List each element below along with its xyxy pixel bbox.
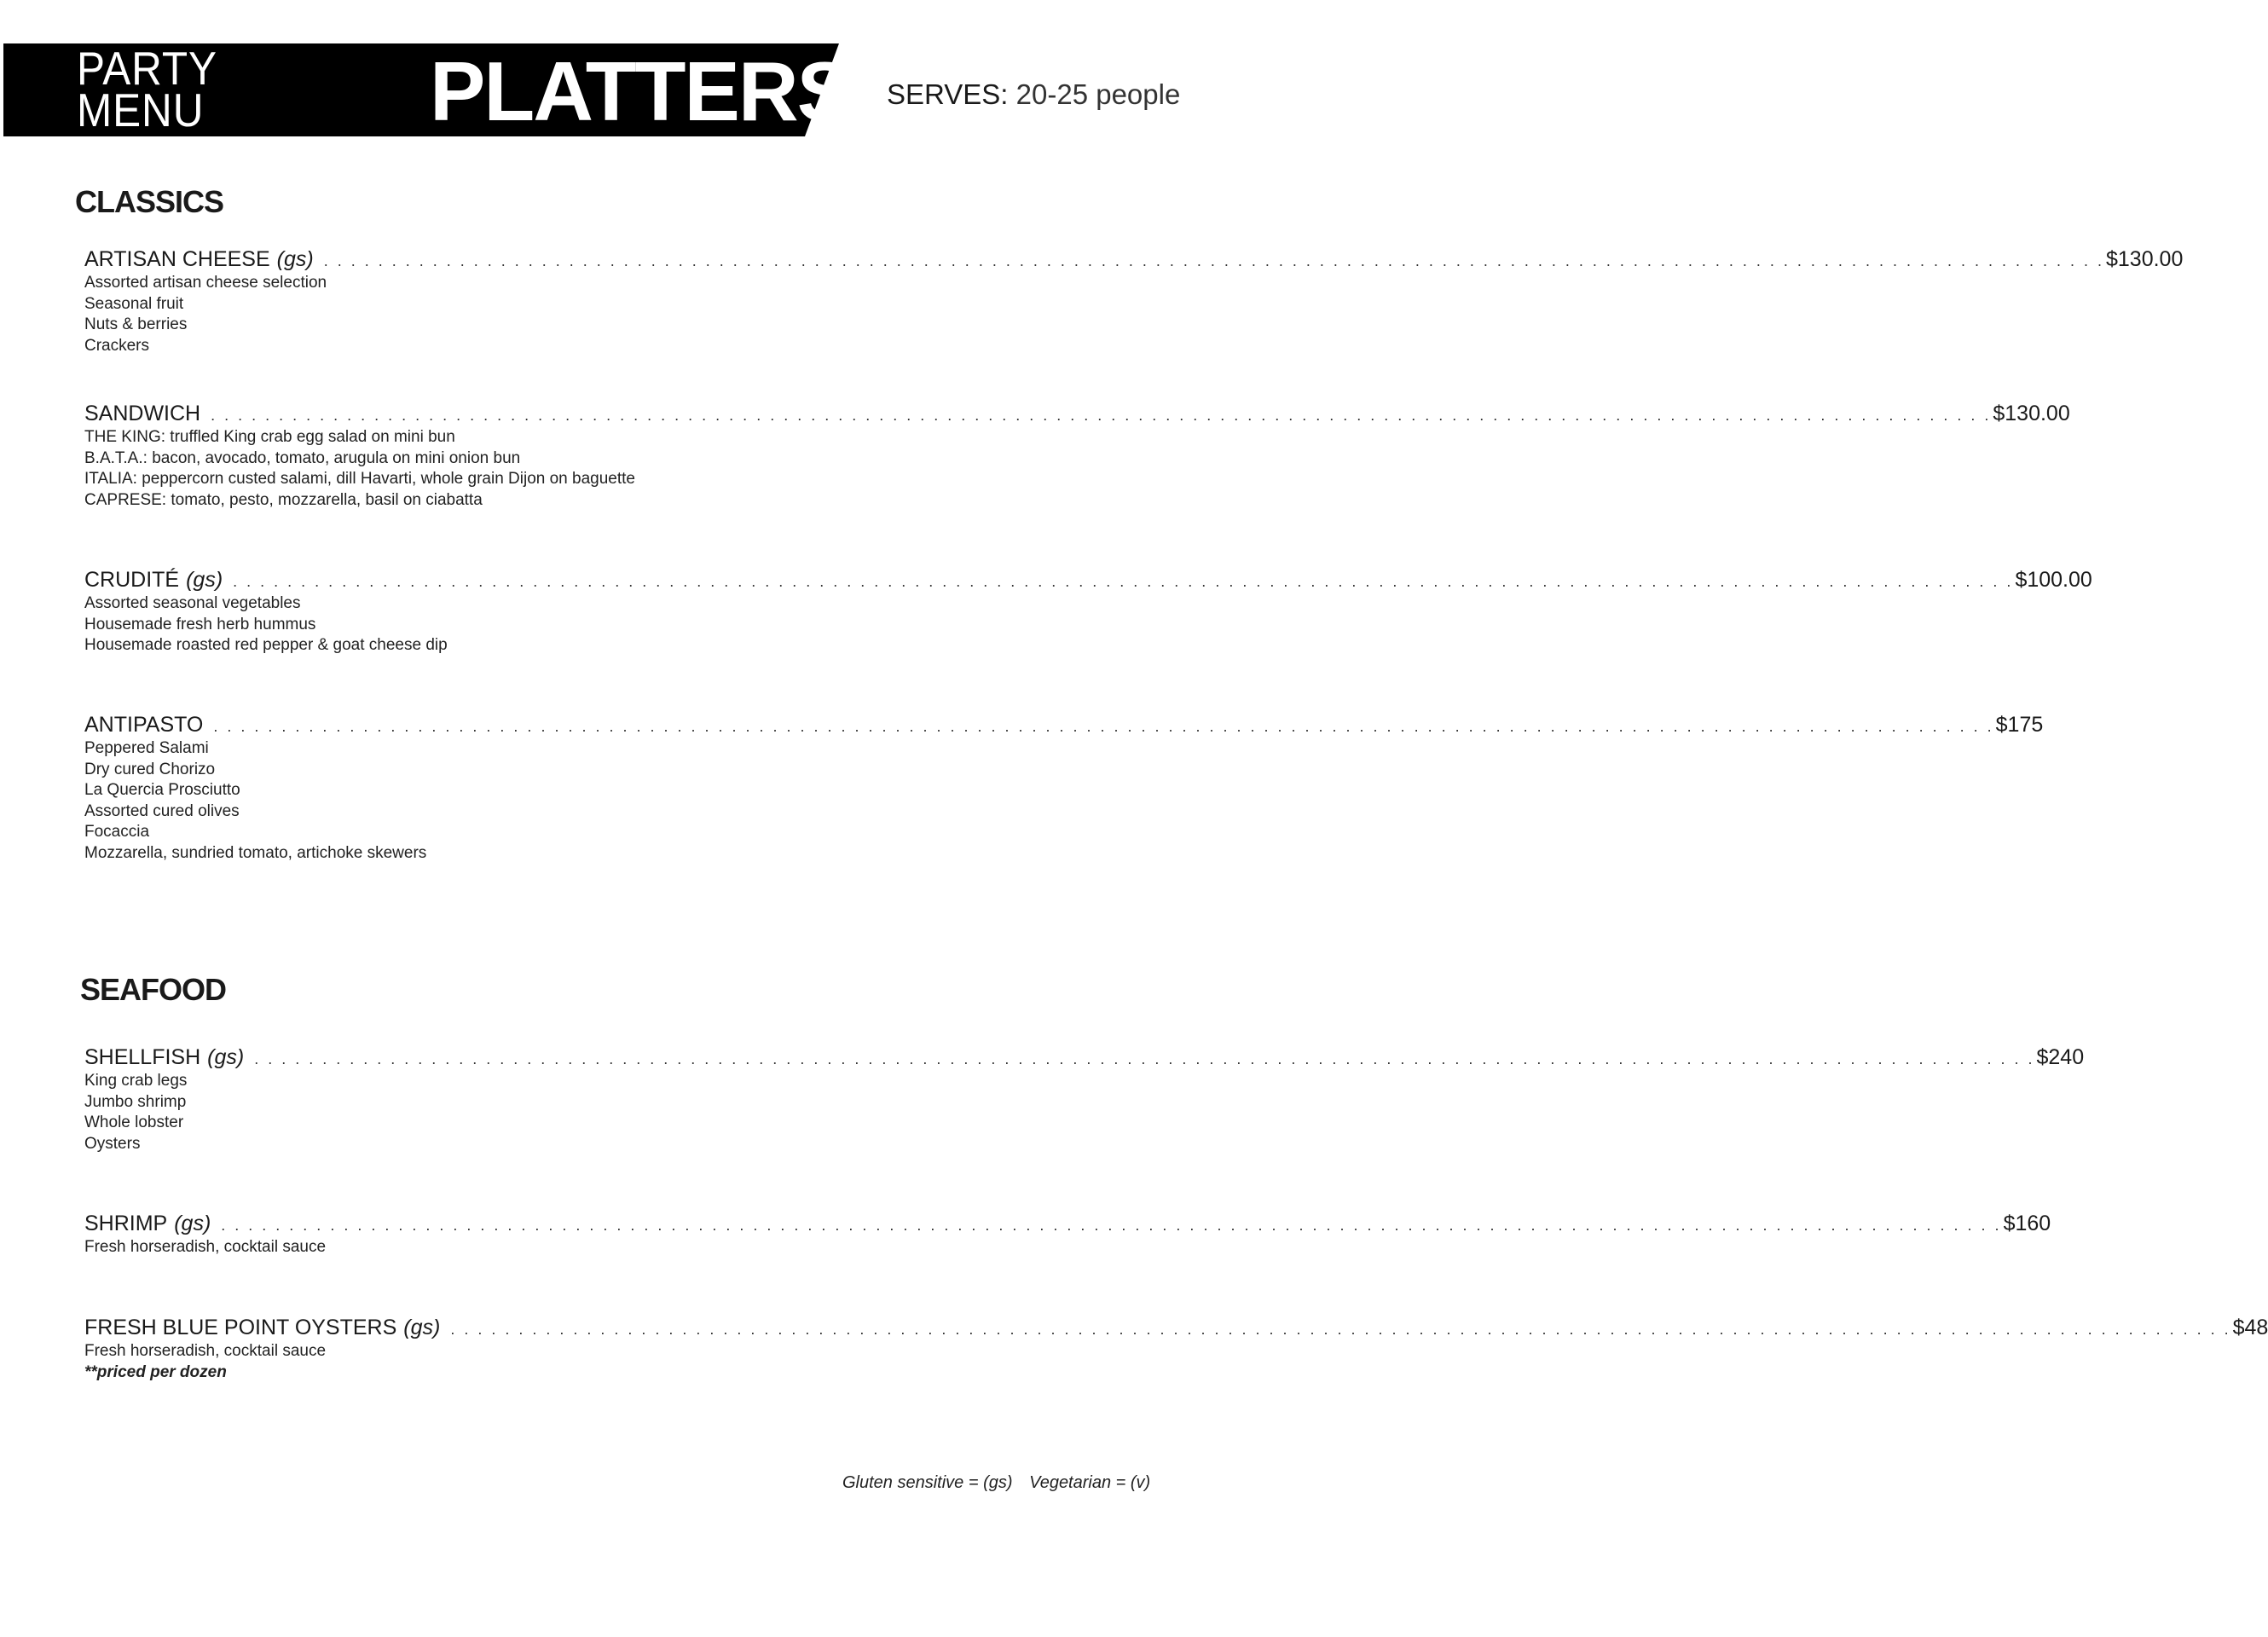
item-line: Seasonal fruit <box>84 294 184 313</box>
dot-leader: . . . . . . . . . . . . . . . . . . . . . . . . . . . . . . . . . . . . . . . . . . . . . . . . . . . . . . . . . . . . . . . . . . . . . . . . . . . . . . . . . . . . . . . . . . . . . . . . . . . . . . . . . . . . . . . . . . . . . . . . . . . . . . . . . . . <box>450 1321 2231 1338</box>
item-name: SHELLFISH (gs) <box>84 1045 245 1069</box>
item-line: Peppered Salami <box>84 739 209 757</box>
legend-gluten-sensitive: Gluten sensitive = (gs) <box>842 1473 1013 1492</box>
item-name: SHRIMP (gs) <box>84 1212 211 1235</box>
diet-legend <box>842 1473 1150 1493</box>
dot-leader: . . . . . . . . . . . . . . . . . . . . . . . . . . . . . . . . . . . . . . . . . . . . . . . . . . . . . . . . . . . . . . . . . . . . . . . . . . . . . . . . . . . . . . . . . . . . . . . . . . . . . . . . . . . . . . . . . . . . . . . . . . . . . . . . . . . <box>233 573 2014 590</box>
dot-leader: . . . . . . . . . . . . . . . . . . . . . . . . . . . . . . . . . . . . . . . . . . . . . . . . . . . . . . . . . . . . . . . . . . . . . . . . . . . . . . . . . . . . . . . . . . . . . . . . . . . . . . . . . . . . . . . . . . . . . . . . . . . . . . . . . . . <box>211 407 1992 424</box>
item-name: SANDWICH <box>84 402 201 425</box>
menu-item-artisan-cheese <box>84 247 2184 356</box>
party-menu-label <box>77 42 217 136</box>
dot-leader: . . . . . . . . . . . . . . . . . . . . . . . . . . . . . . . . . . . . . . . . . . . . . . . . . . . . . . . . . . . . . . . . . . . . . . . . . . . . . . . . . . . . . . . . . . . . . . . . . . . . . . . . . . . . . . . . . . . . . . . . . . . . . . . . . . . <box>323 252 2104 269</box>
item-name: ANTIPASTO <box>84 713 204 737</box>
party-line-2: MENU <box>77 84 205 136</box>
menu-item-blue-point-oysters <box>84 1316 2268 1383</box>
item-price: $130.00 <box>2105 247 2184 271</box>
item-line: Oysters <box>84 1134 141 1153</box>
item-price: $240 <box>2036 1045 2085 1069</box>
page-title: PLATTERS <box>430 44 851 138</box>
dot-leader: . . . . . . . . . . . . . . . . . . . . . . . . . . . . . . . . . . . . . . . . . . . . . . . . . . . . . . . . . . . . . . . . . . . . . . . . . . . . . . . . . . . . . . . . . . . . . . . . . . . . . . . . . . . . . . . . . . . . . . . . . . . . . . . . . . . <box>254 1050 2035 1067</box>
legend-vegetarian: Vegetarian = (v) <box>1029 1473 1151 1492</box>
item-price: $130.00 <box>1993 402 2070 425</box>
item-name: FRESH BLUE POINT OYSTERS (gs) <box>84 1316 441 1339</box>
menu-item-shrimp <box>84 1212 2051 1258</box>
item-line: Assorted seasonal vegetables <box>84 594 301 612</box>
menu-item-crudite <box>84 568 2092 657</box>
item-line: B.A.T.A.: bacon, avocado, tomato, arugula on mini onion bun <box>84 448 521 467</box>
item-price: $160 <box>2003 1212 2051 1235</box>
item-line: Crackers <box>84 336 150 355</box>
section-title-seafood: SEAFOOD <box>80 972 227 1007</box>
menu-item-shellfish <box>84 1045 2085 1154</box>
item-line: ITALIA: peppercorn custed salami, dill Havarti, whole grain Dijon on baguette <box>84 470 635 488</box>
item-line: Whole lobster <box>84 1114 184 1131</box>
item-line: King crab legs <box>84 1072 188 1090</box>
header-banner <box>3 42 851 138</box>
serves-info <box>887 78 1180 111</box>
item-tag: (gs) <box>276 247 314 271</box>
item-line: Fresh horseradish, cocktail sauce <box>84 1238 327 1256</box>
item-line: Fresh horseradish, cocktail sauce <box>84 1342 327 1360</box>
menu-item-sandwich <box>84 402 2070 511</box>
item-price: $100.00 <box>2015 568 2092 592</box>
item-line: Nuts & berries <box>84 315 188 333</box>
item-line: Assorted artisan cheese selection <box>84 274 327 292</box>
item-line: Dry cured Chorizo <box>84 760 216 778</box>
item-line: La Quercia Prosciutto <box>84 781 240 799</box>
item-line: Focaccia <box>84 823 150 841</box>
item-price: $175 <box>1995 713 2044 737</box>
price-note: **priced per dozen <box>84 1362 227 1381</box>
item-line: THE KING: truffled King crab egg salad on mini bun <box>84 428 455 446</box>
serves-value: 20-25 people <box>1015 78 1181 110</box>
serves-label: SERVES: <box>887 78 1009 110</box>
item-line: Assorted cured olives <box>84 801 240 820</box>
menu-item-antipasto <box>84 713 2044 864</box>
item-tag: (gs) <box>207 1045 245 1069</box>
item-line: Housemade fresh herb hummus <box>84 615 316 633</box>
item-line: Mozzarella, sundried tomato, artichoke skewers <box>84 843 427 862</box>
item-tag: (gs) <box>174 1212 211 1235</box>
section-title-classics: CLASSICS <box>75 184 224 219</box>
item-tag: (gs) <box>186 568 223 592</box>
item-line: Jumbo shrimp <box>84 1092 187 1111</box>
dot-leader: . . . . . . . . . . . . . . . . . . . . . . . . . . . . . . . . . . . . . . . . . . . . . . . . . . . . . . . . . . . . . . . . . . . . . . . . . . . . . . . . . . . . . . . . . . . . . . . . . . . . . . . . . . . . . . . . . . . . . . . . . . . . . . . . . . . <box>221 1217 2002 1234</box>
party-line-1: PARTY <box>77 42 217 95</box>
item-name: CRUDITÉ (gs) <box>84 568 223 592</box>
item-price: $48 <box>2232 1316 2268 1339</box>
item-line: Housemade roasted red pepper & goat cheese dip <box>84 636 448 654</box>
dot-leader: . . . . . . . . . . . . . . . . . . . . . . . . . . . . . . . . . . . . . . . . . . . . . . . . . . . . . . . . . . . . . . . . . . . . . . . . . . . . . . . . . . . . . . . . . . . . . . . . . . . . . . . . . . . . . . . . . . . . . . . . . . . . . . . . . . . <box>213 718 1994 735</box>
item-name: ARTISAN CHEESE (gs) <box>84 247 314 271</box>
item-tag: (gs) <box>403 1316 441 1339</box>
item-line: CAPRESE: tomato, pesto, mozzarella, basil on ciabatta <box>84 490 483 509</box>
